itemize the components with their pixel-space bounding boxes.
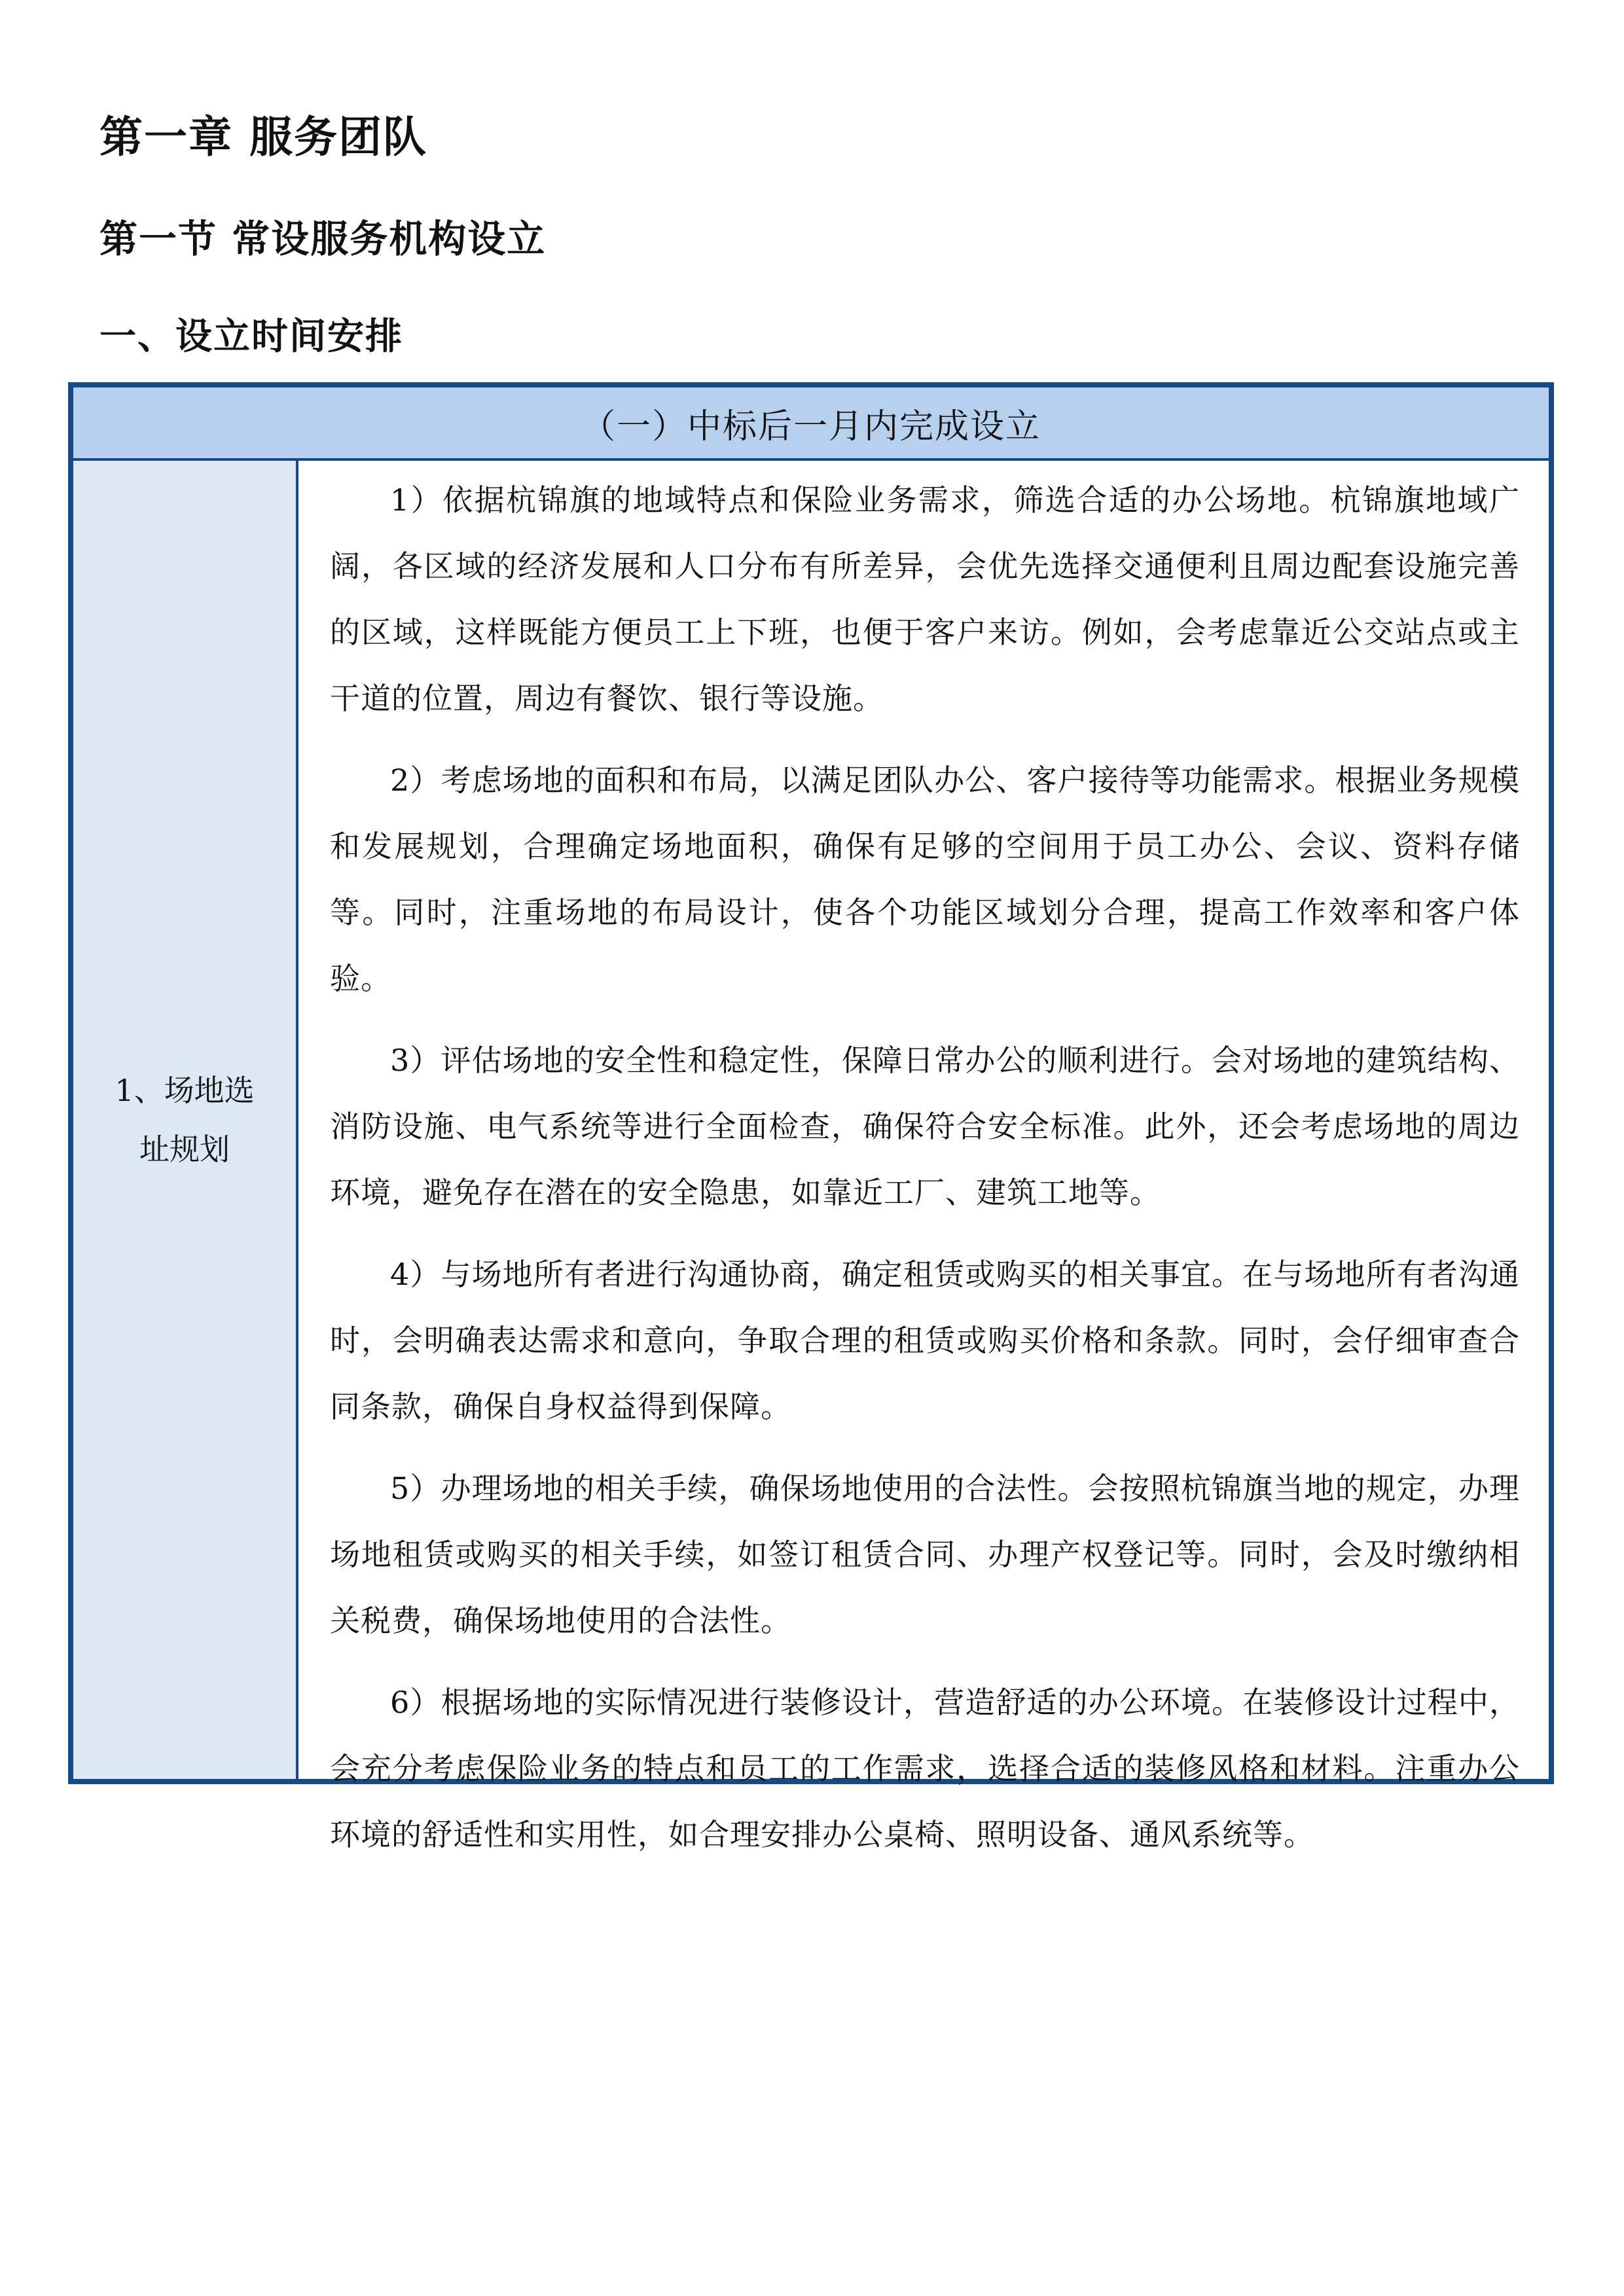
subsection-title: 一、设立时间安排 (99, 315, 403, 358)
table-row-content (298, 461, 1549, 1852)
paragraph-6: 6）根据场地的实际情况进行装修设计，营造舒适的办公环境。在装修设计过程中，会充分考虑保险业务的特点和员工的工作需求，选择合适的装修风格和材料。注重办公环境的舒适性和实用性，如合理安排办公桌椅、照明设备、通风系统等。 (330, 1685, 1520, 1852)
row-label-text: 1、场地选址规划 (115, 1073, 255, 1167)
paragraph-3: 3）评估场地的安全性和稳定性，保障日常办公的顺利进行。会对场地的建筑结构、消防设施、电气系统等进行全面检查，确保符合安全标准。此外，还会考虑场地的周边环境，避免存在潜在的安全隐患，如靠近工厂、建筑工地等。 (330, 1043, 1520, 1210)
chapter-title: 第一章 服务团队 (99, 112, 427, 162)
section-title: 第一节 常设服务机构设立 (99, 217, 547, 261)
paragraph-2: 2）考虑场地的面积和布局，以满足团队办公、客户接待等功能需求。根据业务规模和发展规划，合理确定场地面积，确保有足够的空间用于员工办公、会议、资料存储等。同时，注重场地的布局设计，使各个功能区域划分合理，提高工作效率和客户体验。 (330, 762, 1520, 996)
table-header: （一）中标后一月内完成设立 (73, 387, 1549, 461)
paragraph-4: 4）与场地所有者进行沟通协商，确定租赁或购买的相关事宜。在与场地所有者沟通时，会明确表达需求和意向，争取合理的租赁或购买价格和条款。同时，会仔细审查合同条款，确保自身权益得到保障。 (330, 1257, 1520, 1424)
table-row-label (73, 461, 298, 1779)
paragraph-1: 1）依据杭锦旗的地域特点和保险业务需求，筛选合适的办公场地。杭锦旗地域广阔，各区域的经济发展和人口分布有所差异，会优先选择交通便利且周边配套设施完善的区域，这样既能方便员工上下班，也便于客户来访。例如，会考虑靠近公交站点或主干道的位置，周边有餐饮、银行等设施。 (330, 482, 1520, 716)
paragraph-5: 5）办理场地的相关手续，确保场地使用的合法性。会按照杭锦旗当地的规定，办理场地租赁或购买的相关手续，如签订租赁合同、办理产权登记等。同时，会及时缴纳相关税费，确保场地使用的合法性。 (330, 1471, 1520, 1638)
arrangement-table (68, 382, 1554, 1852)
